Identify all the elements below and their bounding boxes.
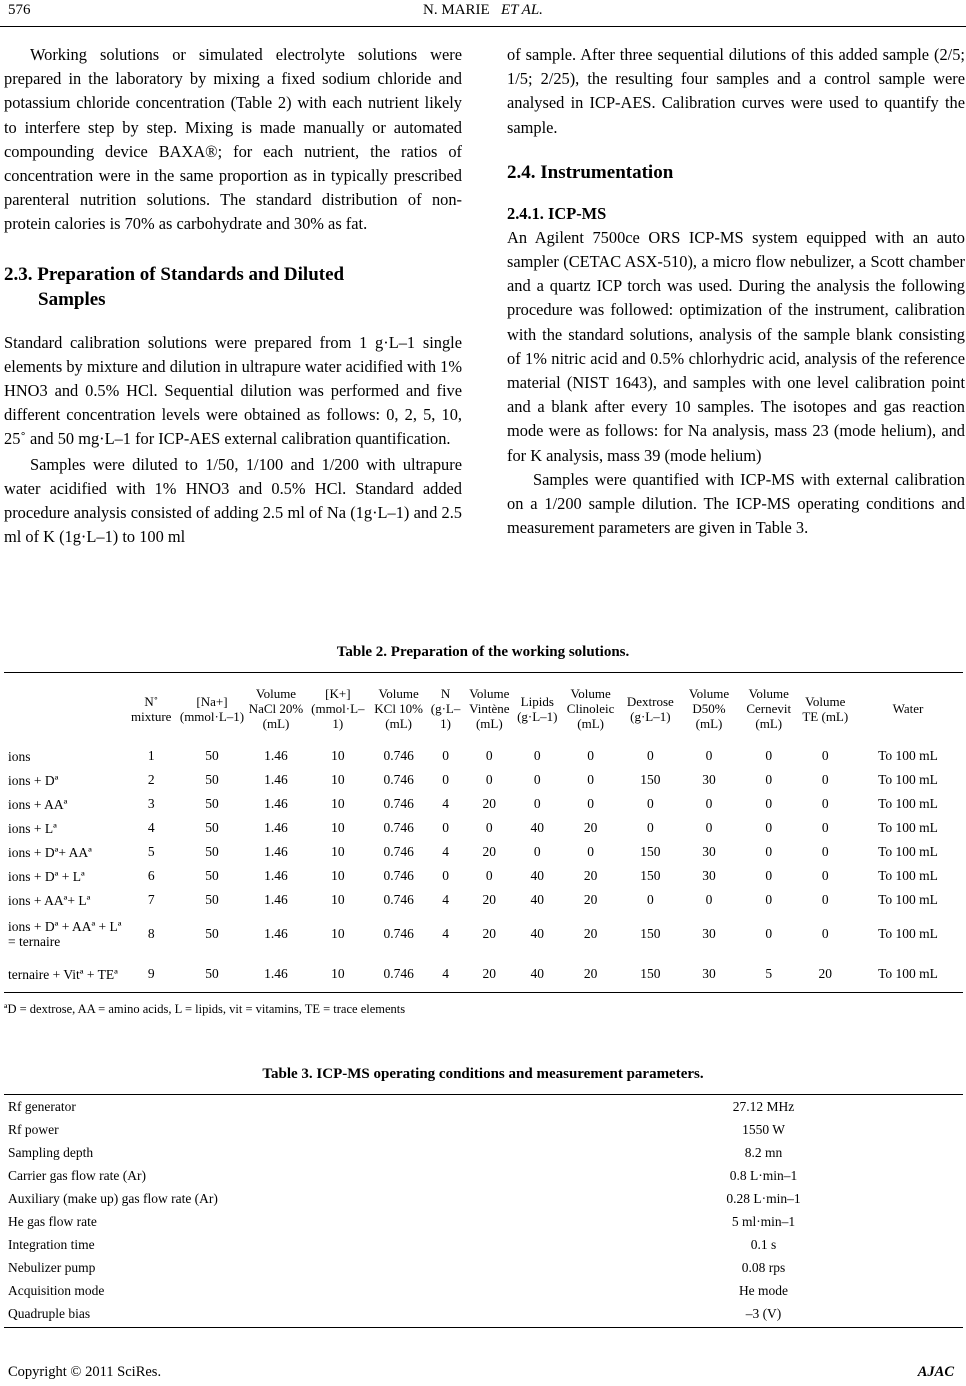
table2-header-cell: Volume TE (mL) [802,693,849,724]
table-cell: 1.46 [264,796,288,811]
table-cell: 10 [331,772,345,787]
copyright: Copyright © 2011 SciRes. [8,1364,162,1380]
row-label: ions + AAª [8,796,68,812]
table-cell: 5 [147,844,155,859]
table-row [4,1302,963,1325]
table-row [4,840,963,864]
table-cell: 0 [646,820,654,835]
row-label: ternaire + Vitª + TEª [8,966,118,982]
table-cell: 20 [818,966,833,981]
table-cell: 6 [147,868,155,883]
table2-footnote: ªD = dextrose, AA = amino acids, L = lipids, vit = vitamins, TE = trace elements [4,1002,406,1016]
table-cell: 1.46 [264,892,288,907]
paragraph: Working solutions or simulated electrolyte solutions were prepared in the laboratory by mixing a fixed sodium chloride and potassium chloride concentration (Table 2) with each nutrient likely to interfere step by step. Mixing is made manually or automated compounding device BAXA®; for each nutrient, the ratios of concentration were in the same proportion as in typically prescribed parenteral nutrition solutions. The standard distribution of non-protein calories is 70% as carbohydrate and 30% as fat. [4,45,462,234]
table-cell: 0.746 [383,844,414,859]
table-cell: 0 [765,892,773,907]
table2-header-cell: Water [892,701,924,716]
table-cell: 1.46 [264,820,288,835]
table-cell: To 100 mL [878,820,938,835]
table-cell: 50 [205,844,219,859]
table-cell: 20 [583,926,598,941]
table-cell: 0 [485,772,493,787]
table-cell: 0 [442,748,449,763]
table-cell: 0 [765,796,773,811]
row-label: ions + AAª+ Lª [8,892,91,908]
table-row [4,1279,963,1302]
table-cell: 0 [821,892,829,907]
table-row [4,1095,963,1118]
table-cell: 150 [640,926,661,941]
table-cell: 0 [485,868,493,883]
table-cell: 0 [587,844,594,859]
table-cell: 20 [482,796,497,811]
table-cell: 20 [482,892,497,907]
table-cell: To 100 mL [878,926,938,941]
table-cell: 0 [705,748,713,763]
header-rule [0,26,966,27]
parameter-name: Nebulizer pump [8,1259,96,1275]
table-cell: 10 [331,820,345,835]
table-cell: 0 [765,772,773,787]
table-row [4,864,963,888]
left-column [4,43,462,549]
paragraph: Samples were diluted to 1/50, 1/100 and 1/200 with ultrapure water acidified with 1% HNO3 and 0.5% HCl. Standard added procedure analysis consisted of adding 2.5 ml of Na (1g·L–1) and 2.5 ml of K (1g·L–1) to 100 ml [4,454,462,547]
table2-grid [4,673,963,992]
table-cell: 0 [587,748,594,763]
paragraph: of sample. After three sequential dilutions of this added sample (2/5; 1/5; 2/25), the resulting four samples and a control sample were analysed in ICP-AES. Calibration curves were used to quantify the sample. [507,45,965,137]
table-cell: 4 [442,796,449,811]
table-cell: 4 [442,926,449,941]
row-label: ions + Dª [8,772,59,788]
table-cell: 20 [482,926,497,941]
table2-header-cell: Lipids (g·L–1) [517,693,558,724]
table-cell: 20 [583,868,598,883]
table-row [4,1141,963,1164]
parameter-value: 0.28 L·min–1 [726,1190,801,1206]
row-label: ions + Dª + Lª [8,868,85,884]
table2-header-cell: [Na+] (mmol·L–1) [179,693,245,724]
table-cell: 30 [702,966,716,981]
table-cell: To 100 mL [878,844,938,859]
table-cell: 0.746 [383,926,414,941]
table-cell: 50 [205,892,219,907]
table-cell: 0 [533,772,541,787]
table-row [4,744,963,768]
table-cell: 150 [640,868,661,883]
table-cell: 50 [205,748,219,763]
parameter-value: 0.1 s [750,1236,777,1252]
table-cell: 2 [147,772,155,787]
table-row [4,768,963,792]
table-cell: 150 [640,844,661,859]
table-cell: 0.746 [383,748,414,763]
table-cell: 40 [530,926,545,941]
table-row [4,888,963,912]
table-cell: 30 [702,844,716,859]
journal-name: AJAC [917,1364,954,1380]
header-authors: N. MARIE [423,2,490,18]
table-cell: 10 [331,844,345,859]
table-cell: 0 [705,892,713,907]
table-cell: 10 [331,868,345,883]
table-row [4,1210,963,1233]
table2-header-cell: N (g·L–1) [430,686,461,731]
parameter-value: He mode [738,1282,789,1298]
parameter-name: Auxiliary (make up) gas flow rate (Ar) [8,1190,218,1206]
table-cell: 0 [821,926,829,941]
table-cell: 0.746 [383,892,414,907]
parameter-name: He gas flow rate [8,1213,97,1229]
table-cell: 0 [442,868,449,883]
table-cell: To 100 mL [878,772,938,787]
table-cell: 10 [331,796,345,811]
table-cell: 1.46 [264,966,288,981]
table2-header-cell: Volume NaCl 20% (mL) [248,686,304,731]
table-cell: 0 [646,748,654,763]
table-cell: 0.746 [383,868,414,883]
table-cell: 20 [482,844,497,859]
table3 [4,1094,963,1328]
table-cell: 0 [533,796,541,811]
table-cell: 50 [205,926,219,941]
table-cell: 40 [530,868,545,883]
table-row [4,1233,963,1256]
parameter-value: 5 ml·min–1 [731,1213,796,1229]
table-cell: 4 [442,844,449,859]
section-2-4-1-title: 2.4.1. ICP-MS [507,203,607,223]
table-cell: 4 [442,892,449,907]
paragraph: Standard calibration solutions were prepared from 1 g·L–1 single elements by mixture and dilution in ultrapure water acidified with 1% HNO3 and 0.5% HCl. Sequential dilution was performed and five different concentration levels were obtained as follows: 0, 2, 5, 10, 25˚ and 50 mg·L–1 for ICP-AES external calibration quantification. [4,332,462,449]
paragraph: Samples were quantified with ICP-MS with external calibration on a 1/200 sample dilution. The ICP-MS operating conditions and measurement parameters are given in Table 3. [507,469,965,538]
page-number: 576 [8,2,31,18]
table3-caption: Table 3. ICP-MS operating conditions and measurement parameters. [262,1066,704,1082]
table2-header-cell: Volume Clinoleic (mL) [566,686,615,731]
table-cell: 1.46 [264,868,288,883]
table-cell: 4 [147,820,155,835]
table2-header-cell: [K+] (mmol·L–1) [311,686,365,731]
table-cell: 10 [331,926,345,941]
table-cell: To 100 mL [878,868,938,883]
table-cell: 5 [765,966,773,981]
table3-grid [4,1095,963,1325]
table-cell: 40 [530,820,545,835]
parameter-name: Quadruple bias [8,1305,91,1321]
table-cell: 20 [583,966,598,981]
table-cell: 0 [533,748,541,763]
parameter-value: 8.2 mn [744,1144,783,1160]
table-cell: 0 [705,820,713,835]
parameter-name: Acquisition mode [8,1282,105,1298]
table-cell: 1.46 [264,926,288,941]
parameter-value: 0.08 rps [741,1259,786,1275]
table2-header-cell: Volume D50% (mL) [688,686,730,731]
table-cell: 0 [821,820,829,835]
table-cell: 1.46 [264,748,288,763]
table-cell: 1.46 [264,844,288,859]
table-row [4,1118,963,1141]
table-cell: 0 [821,868,829,883]
table2-header-cell: N˚ mixture [130,693,172,724]
table-cell: 0 [821,844,829,859]
table-cell: 0 [587,772,594,787]
table-cell: 0 [765,844,773,859]
table2-header-cell: Volume Vintène (mL) [469,686,510,731]
table-cell: 20 [583,820,598,835]
row-label: ions + Lª [8,820,57,836]
table-cell: 40 [530,966,545,981]
table-cell: 150 [640,966,661,981]
table-cell: 0 [533,844,541,859]
table-cell: 0 [485,820,493,835]
paragraph: An Agilent 7500ce ORS ICP-MS system equipped with an auto sampler (CETAC ASX-510), a micro flow nebulizer, a Scott chamber and a quartz ICP torch was used. During the analysis the following procedure was followed: optimization of the instrument, calibration with the standard solutions, analysis of the sample blank consisting of 1% nitric acid and 0.5% chlorhydric acid, analysis of the reference material (NIST 1643), and samples with one level calibration point and a blank after every 10 samples. The isotopes and gas reaction mode were as follows: for Na analysis, mass 23 (mode helium), and for K analysis, mass 39 (mode helium) [507,227,965,465]
table-cell: 0 [705,796,713,811]
table-cell: 0.746 [383,772,414,787]
running-header [0,2,966,19]
table-cell: 8 [147,926,155,941]
table-cell: 0 [485,748,493,763]
row-label: ions [8,748,31,764]
table-row [4,912,963,956]
table-row [4,816,963,840]
table-cell: 30 [702,868,716,883]
table-cell: 50 [205,868,219,883]
table-cell: 0 [821,796,829,811]
table-cell: 0 [646,892,654,907]
table-cell: 50 [205,772,219,787]
table-cell: 4 [442,966,449,981]
table-cell: To 100 mL [878,748,938,763]
parameter-value: 1550 W [742,1121,785,1137]
table-cell: 20 [482,966,497,981]
table-cell: 50 [205,796,219,811]
table-cell: To 100 mL [878,966,938,981]
section-2-4-title: 2.4. Instrumentation [507,161,674,183]
table-cell: 50 [205,966,219,981]
parameter-name: Rf power [8,1121,59,1137]
row-label: ions + Dª + AAª + Lª = ternaire [8,919,122,949]
table-cell: 40 [530,892,545,907]
table-cell: 0 [821,748,829,763]
parameter-value: 27.12 MHz [732,1098,795,1114]
table2-header-cell: Dextrose (g·L–1) [626,693,674,724]
table-cell: 0 [587,796,594,811]
table-cell: 50 [205,820,219,835]
table-cell: 0 [765,868,773,883]
table-cell: 0 [821,772,829,787]
table-row [4,1187,963,1210]
table2-header-row [4,673,963,744]
table-cell: 7 [147,892,155,907]
table-row [4,956,963,992]
table-cell: To 100 mL [878,796,938,811]
table-cell: 150 [640,772,661,787]
table-cell: 0 [646,796,654,811]
parameter-name: Carrier gas flow rate (Ar) [8,1167,146,1183]
parameter-value: 0.8 L·min–1 [729,1167,798,1183]
table-cell: 1 [147,748,155,763]
table-cell: 0 [765,926,773,941]
right-column [507,43,965,540]
table-row [4,1256,963,1279]
parameter-name: Integration time [8,1236,95,1252]
table-cell: 9 [147,966,155,981]
table-cell: 10 [331,966,345,981]
table-row [4,1164,963,1187]
table-cell: 1.46 [264,772,288,787]
table3-body [4,1095,963,1325]
table-cell: 30 [702,926,716,941]
row-label: ions + Dª+ AAª [8,844,92,860]
table-cell: 0.746 [383,820,414,835]
parameter-name: Rf generator [8,1098,76,1114]
table-cell: 0 [442,820,449,835]
table-cell: 20 [583,892,598,907]
table-cell: 10 [331,892,345,907]
table-cell: To 100 mL [878,892,938,907]
parameter-value: –3 (V) [745,1305,782,1321]
table-cell: 10 [331,748,345,763]
table-cell: 0 [765,820,773,835]
table-cell: 0.746 [383,966,414,981]
table-cell: 3 [147,796,155,811]
table2-caption: Table 2. Preparation of the working solutions. [336,644,630,660]
table2-header-cell: Volume Cernevit (mL) [746,686,792,731]
parameter-name: Sampling depth [8,1144,94,1160]
header-et-al: ET AL. [500,2,543,18]
table2-body [4,744,963,992]
table-row [4,792,963,816]
table-cell: 0 [442,772,449,787]
table-cell: 30 [702,772,716,787]
table-cell: 0 [765,748,773,763]
section-2-3-title: 2.3. Preparation of Standards and Diluted Samples [4,263,345,310]
table2-header-cell: Volume KCl 10% (mL) [374,686,424,731]
table-cell: 0.746 [383,796,414,811]
table2 [4,672,963,1017]
